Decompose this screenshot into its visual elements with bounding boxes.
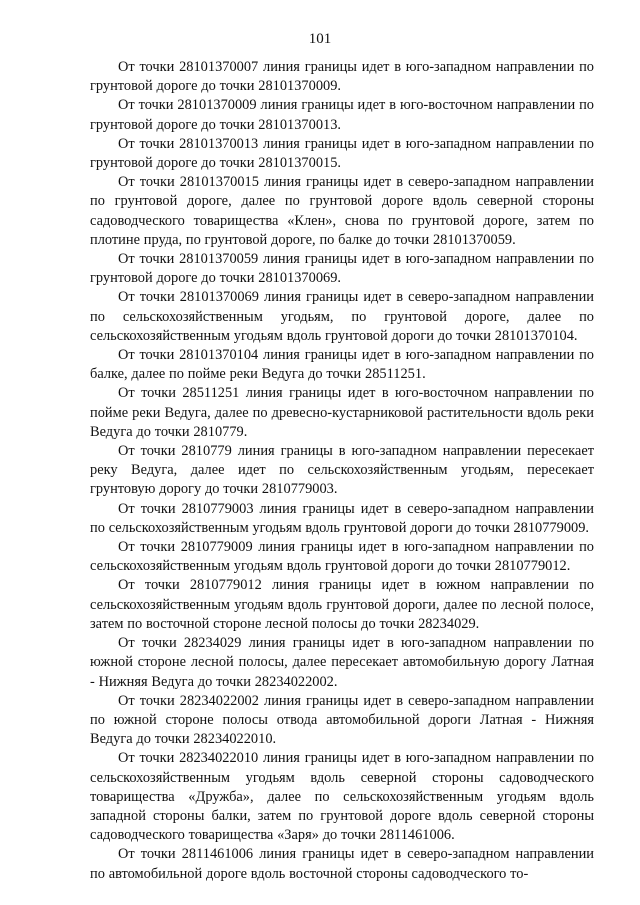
paragraph-8: От точки 28511251 линия границы идет в юго-восточном направлении по пойме реки Ведуга, далее по древесно-кустарниковой растительности вдоль реки Ведуга до точки 2810779. bbox=[90, 385, 594, 440]
paragraph-6: От точки 28101370069 линия границы идет в северо-западном направлении по сельскохозяйственным угодьям, по грунтовой дороге, далее по сельскохозяйственным угодьям вдоль грунтовой дороги до точки 28101370104. bbox=[90, 289, 594, 344]
paragraph-2: От точки 28101370009 линия границы идет в юго-восточном направлении по грунтовой дороге до точки 28101370013. bbox=[90, 97, 594, 133]
document-body bbox=[90, 58, 594, 884]
paragraph-11: От точки 2810779009 линия границы идет в юго-западном направлении по сельскохозяйственным угодьям вдоль грунтовой дороги до точки 2810779012. bbox=[90, 539, 594, 575]
paragraph-13: От точки 28234029 линия границы идет в юго-западном направлении по южной стороне лесной полосы, далее пересекает автомобильную дорогу Латная - Нижняя Ведуга до точки 28234022002. bbox=[90, 635, 594, 690]
paragraph-7: От точки 28101370104 линия границы идет в юго-западном направлении по балке, далее по пойме реки Ведуга до точки 28511251. bbox=[90, 347, 594, 383]
page-number: 101 bbox=[308, 31, 332, 47]
paragraph-9: От точки 2810779 линия границы в юго-западном направлении пересекает реку Ведуга, далее идет по сельскохозяйственным угодьям, пересекает грунтовую дорогу до точки 2810779003. bbox=[90, 443, 594, 498]
paragraph-15: От точки 28234022010 линия границы идет в юго-западном направлении по сельскохозяйственным угодьям вдоль северной стороны садоводческого товарищества «Дружба», далее по сельскохозяйственным угодьям вдоль западной стороны балки, затем по грунтовой дороге вдоль северной стороны садоводческого товарищества «Заря» до точки 2811461006. bbox=[90, 750, 594, 844]
paragraph-3: От точки 28101370013 линия границы идет в юго-западном направлении по грунтовой дороге до точки 28101370015. bbox=[90, 135, 594, 172]
paragraph-1: От точки 28101370007 линия границы идет в юго-западном направлении по грунтовой дороге до точки 28101370009. bbox=[90, 59, 594, 95]
paragraph-10: От точки 2810779003 линия границы идет в северо-западном направлении по сельскохозяйственным угодьям вдоль грунтовой дороги до точки 2810779009. bbox=[90, 500, 594, 536]
paragraph-5: От точки 28101370059 линия границы идет в юго-западном направлении по грунтовой дороге до точки 28101370069. bbox=[90, 251, 594, 287]
paragraph-14: От точки 28234022002 линия границы идет в северо-западном направлении по южной стороне полосы отвода автомобильной дороги Латная - Нижняя Ведуга до точки 28234022010. bbox=[90, 692, 594, 748]
paragraph-4: От точки 28101370015 линия границы идет в северо-западном направлении по грунтовой дороге, далее по грунтовой дороге вдоль северной стороны садоводческого товарищества «Клен», снова по грунтовой дороге, затем по плотине пруда, по грунтовой дороге, по балке до точки 28101370059. bbox=[90, 174, 594, 248]
paragraph-12: От точки 2810779012 линия границы идет в южном направлении по сельскохозяйственным угодьям вдоль грунтовой дороги, далее по лесной полосе, затем по восточной стороне лесной полосы до точки 28234029. bbox=[90, 577, 594, 632]
paragraph-16: От точки 2811461006 линия границы идет в северо-западном направлении по автомобильной дороге вдоль восточной стороны садоводческого то- bbox=[90, 846, 594, 882]
